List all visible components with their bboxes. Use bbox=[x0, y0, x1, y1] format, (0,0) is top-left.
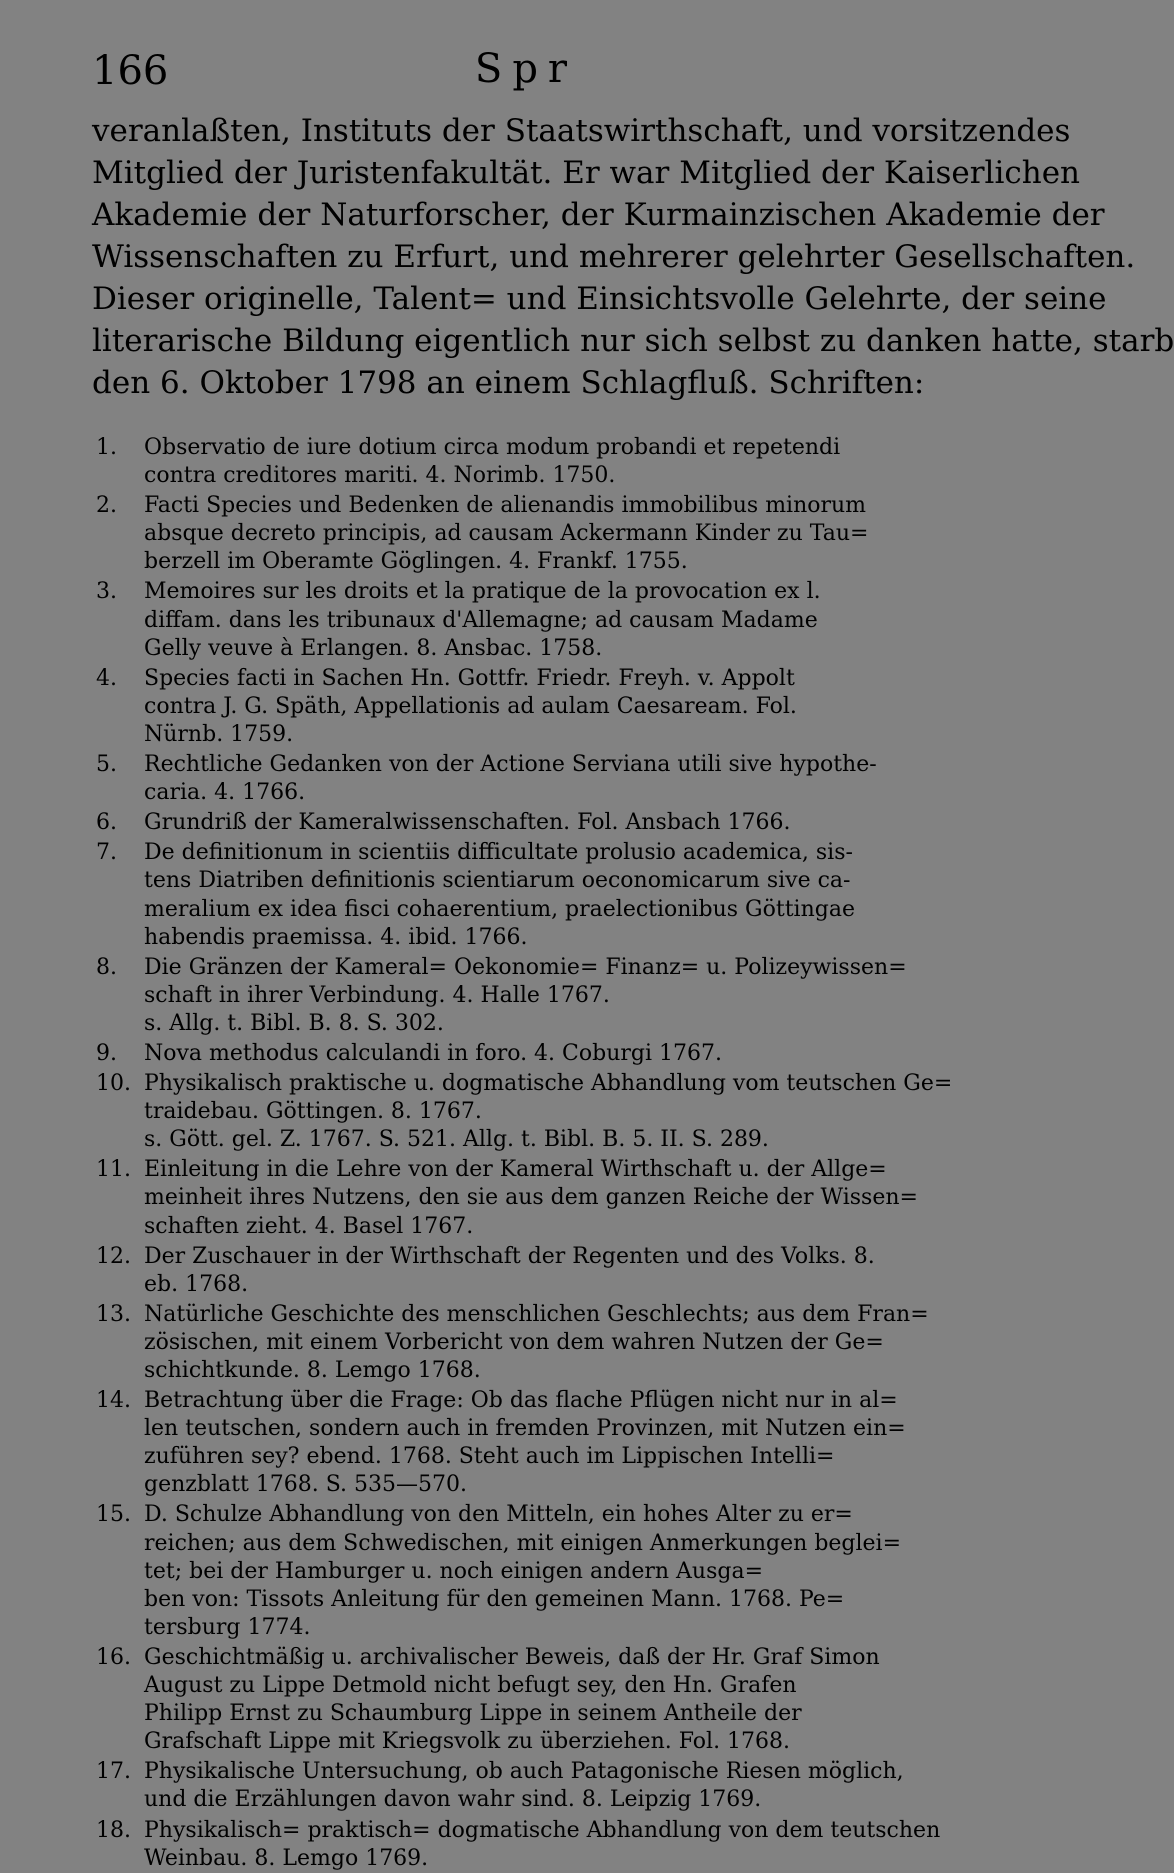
work-text-line: contra creditores mariti. 4. Norimb. 1750. bbox=[144, 463, 616, 489]
work-text-line: genzblatt 1768. S. 535—570. bbox=[144, 1472, 467, 1498]
intro-line: Akademie der Naturforscher, der Kurmainzischen Akademie der bbox=[92, 197, 1105, 233]
works-list bbox=[92, 434, 960, 1873]
work-text-line: meralium ex idea fisci cohaerentium, praelectionibus Göttingae bbox=[144, 896, 855, 922]
work-text-line: zuführen sey? ebend. 1768. Steht auch im Lippischen Intelli= bbox=[144, 1444, 835, 1470]
work-text-line: Gelly veuve à Erlangen. 8. Ansbac. 1758. bbox=[144, 635, 603, 661]
work-text-line: s. Allg. t. Bibl. B. 8. S. 302. bbox=[144, 1010, 444, 1036]
work-number: 6. bbox=[96, 810, 117, 836]
work-entry bbox=[92, 751, 960, 807]
work-text-line: meinheit ihres Nutzens, den sie aus dem ganzen Reiche der Wissen= bbox=[144, 1185, 918, 1211]
work-number: 4. bbox=[96, 665, 117, 691]
work-text-line: Observatio de iure dotium circa modum probandi et repetendi bbox=[144, 435, 841, 460]
work-text-line: traidebau. Göttingen. 8. 1767. bbox=[144, 1099, 482, 1125]
work-entry bbox=[92, 1758, 960, 1814]
work-text-line: Species facti in Sachen Hn. Gottfr. Friedr. Freyh. v. Appolt bbox=[144, 665, 795, 691]
work-text-line: Memoires sur les droits et la pratique de la provocation ex l. bbox=[144, 579, 821, 605]
work-number: 18. bbox=[96, 1817, 131, 1843]
work-text-line: schaft in ihrer Verbindung. 4. Halle 1767. bbox=[144, 982, 610, 1008]
work-entry bbox=[92, 1243, 960, 1299]
work-entry bbox=[92, 1040, 960, 1068]
work-text-line: reichen; aus dem Schwedischen, mit einigen Anmerkungen beglei= bbox=[144, 1530, 902, 1556]
work-text-line: Nürnb. 1759. bbox=[144, 721, 294, 747]
work-text-line: zösischen, mit einem Vorbericht von dem wahren Nutzen der Ge= bbox=[144, 1329, 884, 1355]
work-text-line: schaften zieht. 4. Basel 1767. bbox=[144, 1213, 474, 1239]
intro-line: literarische Bildung eigentlich nur sich selbst zu danken hatte, starb bbox=[92, 323, 1174, 359]
work-number: 16. bbox=[96, 1644, 131, 1670]
work-entry bbox=[92, 1156, 960, 1240]
work-text-line: Die Gränzen der Kameral= Oekonomie= Finanz= u. Polizeywissen= bbox=[144, 954, 907, 980]
work-text-line: De definitionum in scientiis difficultate prolusio academica, sis- bbox=[144, 840, 853, 866]
work-text-line: Betrachtung über die Frage: Ob das flache Pflügen nicht nur in al= bbox=[144, 1388, 898, 1414]
page-number: 166 bbox=[92, 48, 169, 94]
work-entry bbox=[92, 1817, 960, 1873]
work-text-line: D. Schulze Abhandlung von den Mitteln, ein hohes Alter zu er= bbox=[144, 1502, 853, 1528]
work-number: 1. bbox=[96, 435, 117, 460]
intro-line: veranlaßten, Instituts der Staatswirthschaft, und vorsitzendes bbox=[92, 113, 1071, 149]
work-text-line: diffam. dans les tribunaux d'Allemagne; ad causam Madame bbox=[144, 607, 818, 633]
work-text-line: s. Gött. gel. Z. 1767. S. 521. Allg. t. Bibl. B. 5. II. S. 289. bbox=[144, 1127, 769, 1153]
work-text-line: Natürliche Geschichte des menschlichen Geschlechts; aus dem Fran= bbox=[144, 1301, 929, 1327]
work-text-line: berzell im Oberamte Göglingen. 4. Frankf. 1755. bbox=[144, 549, 688, 575]
work-number: 7. bbox=[96, 840, 117, 866]
work-text-line: absque decreto principis, ad causam Ackermann Kinder zu Tau= bbox=[144, 521, 869, 547]
work-number: 12. bbox=[96, 1243, 131, 1269]
work-number: 8. bbox=[96, 954, 117, 980]
work-text-line: Grundriß der Kameralwissenschaften. Fol. Ansbach 1766. bbox=[144, 810, 791, 836]
work-text-line: Physikalisch= praktisch= dogmatische Abhandlung von dem teutschen bbox=[144, 1817, 941, 1843]
work-text-line: Grafschaft Lippe mit Kriegsvolk zu überziehen. Fol. 1768. bbox=[144, 1729, 791, 1755]
work-number: 5. bbox=[96, 752, 117, 778]
work-text-line: contra J. G. Späth, Appellationis ad aulam Caesaream. Fol. bbox=[144, 693, 797, 719]
work-entry bbox=[92, 954, 960, 1038]
page-header bbox=[92, 0, 960, 110]
work-entry bbox=[92, 665, 960, 749]
work-text-line: Facti Species und Bedenken de alienandis immobilibus minorum bbox=[144, 493, 867, 519]
work-entry bbox=[92, 1301, 960, 1385]
work-entry bbox=[92, 809, 960, 837]
work-number: 13. bbox=[96, 1301, 131, 1327]
work-text-line: Geschichtmäßig u. archivalischer Beweis, daß der Hr. Graf Simon bbox=[144, 1644, 880, 1670]
work-entry bbox=[92, 1501, 960, 1641]
work-text-line: habendis praemissa. 4. ibid. 1766. bbox=[144, 924, 528, 950]
work-entry bbox=[92, 1070, 960, 1154]
work-number: 2. bbox=[96, 493, 117, 519]
work-text-line: Einleitung in die Lehre von der Kameral Wirthschaft u. der Allge= bbox=[144, 1157, 887, 1183]
work-text-line: Rechtliche Gedanken von der Actione Serviana utili sive hypothe- bbox=[144, 752, 877, 778]
intro-line: Dieser originelle, Talent= und Einsichtsvolle Gelehrte, der seine bbox=[92, 281, 1107, 317]
work-entry bbox=[92, 434, 960, 490]
intro-paragraph bbox=[92, 110, 1174, 404]
work-text-line: Physikalisch praktische u. dogmatische Abhandlung vom teutschen Ge= bbox=[144, 1071, 953, 1097]
work-entry bbox=[92, 578, 960, 662]
work-text-line: Philipp Ernst zu Schaumburg Lippe in seinem Antheile der bbox=[144, 1701, 802, 1727]
work-text-line: schichtkunde. 8. Lemgo 1768. bbox=[144, 1358, 481, 1383]
work-text-line: Weinbau. 8. Lemgo 1769. bbox=[144, 1845, 429, 1871]
work-number: 15. bbox=[96, 1502, 131, 1528]
work-text-line: tens Diatriben definitionis scientiarum oeconomicarum sive ca- bbox=[144, 868, 851, 894]
work-text-line: ben von: Tissots Anleitung für den gemeinen Mann. 1768. Pe= bbox=[144, 1586, 845, 1612]
work-text-line: tet; bei der Hamburger u. noch einigen andern Ausga= bbox=[144, 1558, 764, 1584]
work-entry bbox=[92, 1644, 960, 1756]
work-entry bbox=[92, 1387, 960, 1499]
work-number: 14. bbox=[96, 1388, 131, 1414]
intro-line: den 6. Oktober 1798 an einem Schlagfluß. Schriften: bbox=[92, 365, 925, 401]
work-text-line: caria. 4. 1766. bbox=[144, 780, 306, 806]
work-number: 11. bbox=[96, 1157, 131, 1183]
work-text-line: Der Zuschauer in der Wirthschaft der Regenten und des Volks. 8. bbox=[144, 1243, 875, 1269]
work-entry bbox=[92, 839, 960, 951]
work-text-line: August zu Lippe Detmold nicht befugt sey, den Hn. Grafen bbox=[144, 1673, 797, 1699]
running-head: Spr bbox=[474, 46, 578, 92]
work-text-line: tersburg 1774. bbox=[144, 1614, 311, 1640]
work-text-line: eb. 1768. bbox=[144, 1271, 249, 1297]
work-text-line: und die Erzählungen davon wahr sind. 8. Leipzig 1769. bbox=[144, 1787, 762, 1813]
work-text-line: len teutschen, sondern auch in fremden Provinzen, mit Nutzen ein= bbox=[144, 1416, 906, 1442]
intro-line: Wissenschaften zu Erfurt, und mehrerer gelehrter Gesellschaften. bbox=[92, 239, 1136, 275]
work-number: 3. bbox=[96, 579, 117, 605]
work-text-line: Physikalische Untersuchung, ob auch Patagonische Riesen möglich, bbox=[144, 1759, 904, 1785]
work-number: 10. bbox=[96, 1071, 131, 1097]
intro-line: Mitglied der Juristenfakultät. Er war Mitglied der Kaiserlichen bbox=[92, 155, 1081, 191]
work-number: 9. bbox=[96, 1040, 117, 1066]
work-number: 17. bbox=[96, 1759, 131, 1785]
work-entry bbox=[92, 492, 960, 576]
work-text-line: Nova methodus calculandi in foro. 4. Coburgi 1767. bbox=[144, 1040, 722, 1066]
